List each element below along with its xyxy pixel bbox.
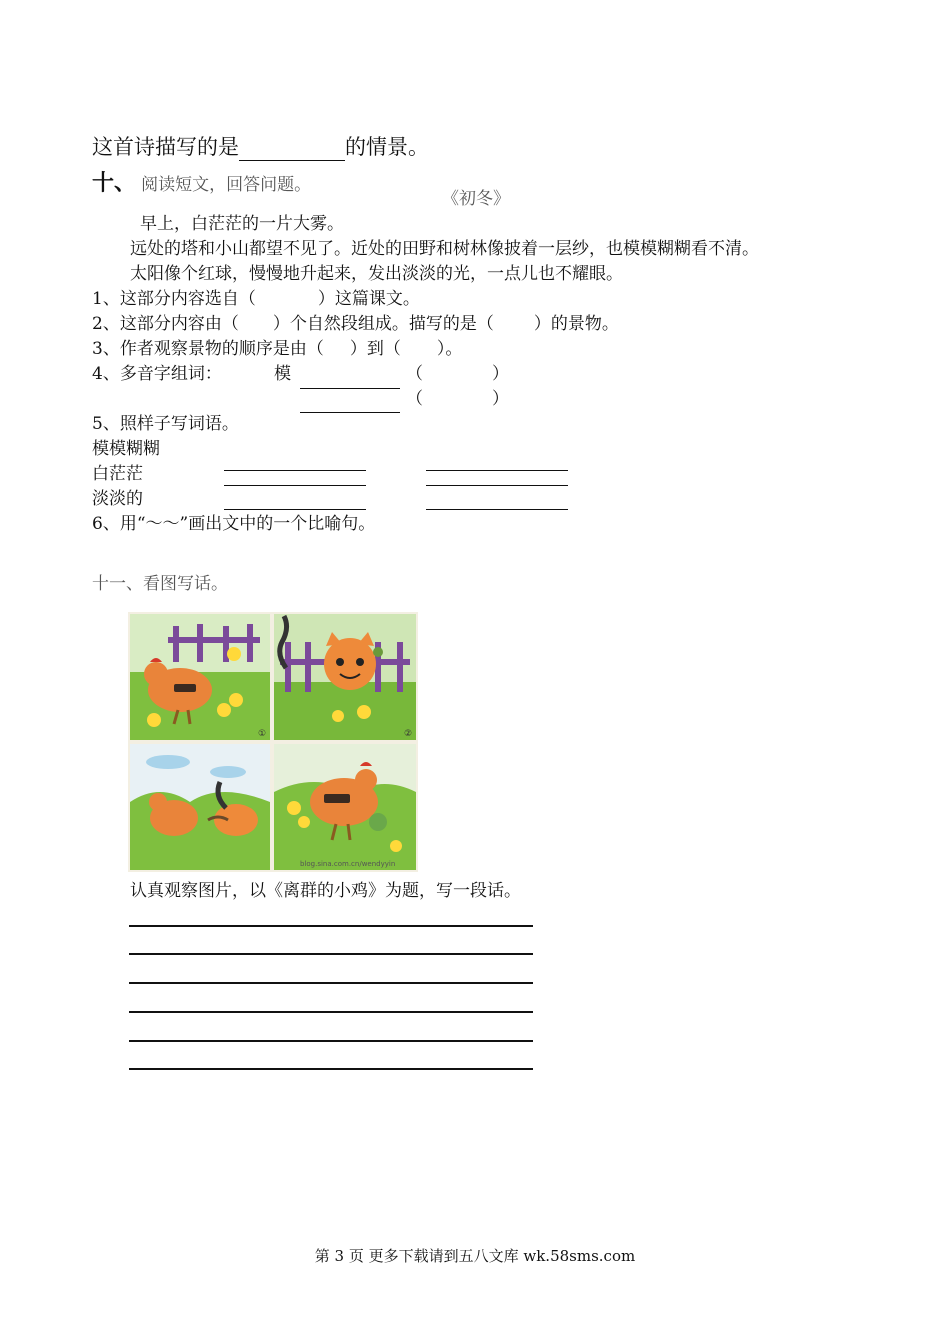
question-1 [92,288,420,310]
q4-paren-close-2: ） [492,389,509,409]
passage-line-1: 早上，白茫茫的一片大雾。 [140,214,344,234]
q5-blank-2a[interactable] [224,485,366,486]
q5-word-2: 淡淡的 [92,489,143,509]
panel-1-number: ① [258,729,267,739]
q2-text: 2、这部分内容由（ [92,314,239,334]
question-6: 6、用“～～”画出文中的一个比喻句。 [92,514,376,534]
poem-question-text: 这首诗描写的是 [92,135,239,159]
question-3 [92,338,462,360]
q5-blank-2b[interactable] [426,485,568,486]
q4-paren-open-2: （ [406,389,423,409]
panel-1 [130,614,270,740]
section-10-header [92,166,311,197]
passage-line-3: 太阳像个红球，慢慢地升起来，发出淡淡的光，一点儿也不耀眼。 [130,264,623,284]
writing-line-4[interactable] [129,1011,533,1013]
passage-title: 《初冬》 [442,189,510,209]
q1-text-end: ）这篇课文。 [317,289,420,309]
q5-word-1: 白茫茫 [92,464,143,484]
poem-answer-blank[interactable] [239,134,345,161]
q4-paren-open-1: （ [406,364,423,384]
q5-blank-3a[interactable] [224,509,366,510]
q4-blank-1[interactable] [300,388,400,389]
q3-text-end: ）。 [436,339,463,359]
poem-question-end: 的情景。 [345,135,429,159]
writing-line-1[interactable] [129,925,533,927]
panel-2-number: ② [404,729,413,739]
writing-line-5[interactable] [129,1040,533,1042]
writing-line-3[interactable] [129,982,533,984]
section-11-title: 十一、看图写话。 [92,574,228,594]
comic-picture [128,612,418,872]
q2-text-mid: ）个自然段组成。描写的是（ [272,314,494,334]
writing-prompt: 认真观察图片，以《离群的小鸡》为题，写一段话。 [130,881,521,901]
question-5-label: 5、照样子写词语。 [92,414,239,434]
comic-illustration [128,612,418,872]
writing-line-2[interactable] [129,953,533,955]
q5-blank-3b[interactable] [426,509,568,510]
q1-text: 1、这部分内容选自（ [92,289,256,309]
panel-3 [130,744,270,870]
q3-text-mid: ）到（ [349,339,401,359]
writing-line-6[interactable] [129,1068,533,1070]
q2-text-end: ）的景物。 [533,314,619,334]
q3-text: 3、作者观察景物的顺序是由（ [92,339,324,359]
image-watermark: blog.sina.com.cn/wendyyin [300,860,396,868]
q4-blank-2[interactable] [300,412,400,413]
panel-4 [274,744,416,870]
page-footer: 第 3 页 更多下载请到五八文库 wk.58sms.com [314,1247,636,1265]
question-4-label: 4、多音字组词： [92,364,222,384]
passage-line-2: 远处的塔和小山都望不见了。近处的田野和树林像披着一层纱，也模模糊糊看不清。 [130,239,759,259]
question-2 [92,313,619,335]
polyphonic-char: 模 [274,364,291,384]
section-10-number: 十、 [92,170,137,196]
q4-paren-close-1: ） [492,364,509,384]
poem-question [92,134,429,161]
q5-blank-1b[interactable] [426,470,568,471]
section-10-instruction: 阅读短文，回答问题。 [141,175,312,195]
q5-example: 模模糊糊 [92,439,160,459]
panel-2 [274,614,416,740]
q5-blank-1a[interactable] [224,470,366,471]
